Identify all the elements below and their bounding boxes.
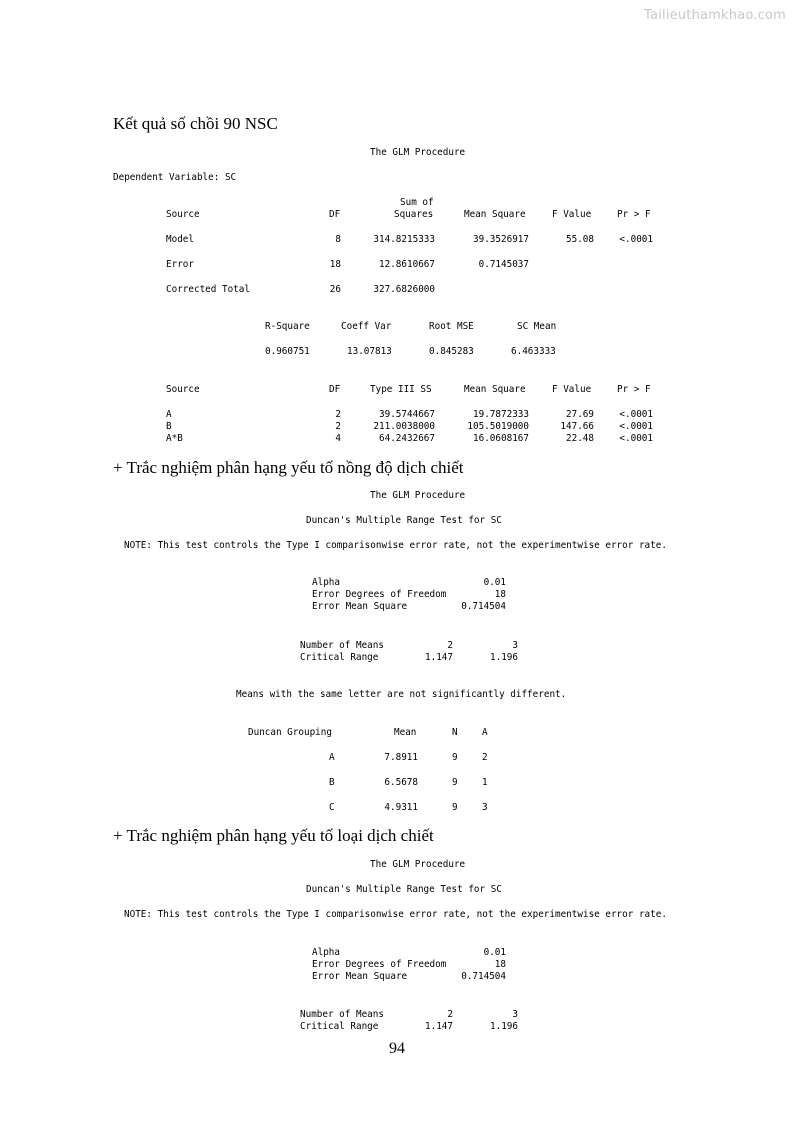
- range-label-means: Number of Means: [300, 640, 384, 651]
- fit-value-cv: 13.07813: [347, 346, 392, 357]
- table-cell: 4: [335, 433, 341, 444]
- table-cell: 1.196: [490, 652, 518, 663]
- table-cell: 7.8911: [384, 752, 418, 763]
- anova-header-p: Pr > F: [617, 209, 651, 220]
- duncan2-note: NOTE: This test controls the Type I comparisonwise error rate, not the experimentwise error rate.: [124, 909, 667, 920]
- table-cell: 64.2432667: [379, 433, 435, 444]
- table-cell: 1.147: [425, 652, 453, 663]
- param-label: Alpha: [312, 577, 340, 588]
- table-cell: 105.5019000: [467, 421, 529, 432]
- table-cell: 2: [447, 1009, 453, 1020]
- table-cell: 1.196: [490, 1021, 518, 1032]
- table-cell: 9: [452, 802, 458, 813]
- table-cell: 2: [482, 752, 488, 763]
- param-label: Error Mean Square: [312, 971, 408, 982]
- table-cell: 19.7872333: [473, 409, 529, 420]
- param-value: 18: [494, 959, 506, 970]
- anova-header-source: Source: [166, 209, 200, 220]
- table-cell: 27.69: [566, 409, 594, 420]
- table-cell: 1.147: [425, 1021, 453, 1032]
- dependent-variable: Dependent Variable: SC: [113, 172, 237, 183]
- table-cell: 147.66: [560, 421, 594, 432]
- type3-header-ms: Mean Square: [464, 384, 526, 395]
- anova-header-ss: Squares: [394, 209, 434, 220]
- fit-header-mean: SC Mean: [517, 321, 557, 332]
- range-label-critical: Critical Range: [300, 652, 379, 663]
- table-cell: 39.3526917: [473, 234, 529, 245]
- param-label: Error Degrees of Freedom: [312, 589, 447, 600]
- section-heading-shoot-count: Kết quả số chồi 90 NSC: [113, 114, 278, 133]
- table-cell: <.0001: [619, 421, 653, 432]
- type3-header-f: F Value: [552, 384, 592, 395]
- param-value: 0.714504: [461, 971, 506, 982]
- anova-header-f: F Value: [552, 209, 592, 220]
- type3-header-df: DF: [329, 384, 341, 395]
- means-note: Means with the same letter are not significantly different.: [236, 689, 567, 700]
- range-label-critical: Critical Range: [300, 1021, 379, 1032]
- table-cell: 2: [447, 640, 453, 651]
- duncan1-note: NOTE: This test controls the Type I comparisonwise error rate, not the experimentwise error rate.: [124, 540, 667, 551]
- table-cell: Error: [166, 259, 194, 270]
- param-label: Error Degrees of Freedom: [312, 959, 447, 970]
- type3-header-p: Pr > F: [617, 384, 651, 395]
- table-cell: 39.5744667: [379, 409, 435, 420]
- ss-header-top: Sum of: [400, 197, 434, 208]
- table-cell: 55.08: [566, 234, 594, 245]
- section-heading-extract-type: + Trắc nghiệm phân hạng yếu tố loại dịch chiết: [113, 826, 434, 845]
- table-cell: 22.48: [566, 433, 594, 444]
- fit-value-mean: 6.463333: [511, 346, 556, 357]
- fit-header-rmse: Root MSE: [429, 321, 474, 332]
- table-cell: 8: [335, 234, 341, 245]
- table-cell: 18: [329, 259, 341, 270]
- table-cell: 16.0608167: [473, 433, 529, 444]
- fit-value-rmse: 0.845283: [429, 346, 474, 357]
- param-value: 0.01: [483, 947, 506, 958]
- table-cell: 1: [482, 777, 488, 788]
- param-label: Alpha: [312, 947, 340, 958]
- table-cell: 211.0038000: [373, 421, 435, 432]
- glm-procedure-title: The GLM Procedure: [370, 147, 466, 158]
- table-cell: 26: [329, 284, 341, 295]
- table-cell: 314.8215333: [373, 234, 435, 245]
- table-cell: <.0001: [619, 234, 653, 245]
- anova-header-df: DF: [329, 209, 341, 220]
- table-cell: Corrected Total: [166, 284, 250, 295]
- table-cell: <.0001: [619, 409, 653, 420]
- table-cell: <.0001: [619, 433, 653, 444]
- fit-header-cv: Coeff Var: [341, 321, 392, 332]
- duncan2-procedure-title: The GLM Procedure: [370, 859, 466, 870]
- table-cell: 3: [512, 1009, 518, 1020]
- anova-header-ms: Mean Square: [464, 209, 526, 220]
- param-value: 18: [494, 589, 506, 600]
- type3-header-ss: Type III SS: [370, 384, 432, 395]
- table-cell: B: [166, 421, 172, 432]
- table-cell: 3: [512, 640, 518, 651]
- table-cell: 327.6826000: [373, 284, 435, 295]
- type3-header-source: Source: [166, 384, 200, 395]
- group-header-factor: A: [482, 727, 488, 738]
- watermark: Tailieuthamkhao.com: [644, 8, 786, 23]
- param-value: 0.714504: [461, 601, 506, 612]
- page-number: 94: [389, 1040, 405, 1057]
- table-cell: A: [329, 752, 335, 763]
- table-cell: Model: [166, 234, 194, 245]
- table-cell: C: [329, 802, 335, 813]
- table-cell: 12.8610667: [379, 259, 435, 270]
- section-heading-concentration: + Trắc nghiệm phân hạng yếu tố nồng độ dịch chiết: [113, 458, 464, 477]
- param-label: Error Mean Square: [312, 601, 408, 612]
- table-cell: 3: [482, 802, 488, 813]
- table-cell: B: [329, 777, 335, 788]
- range-label-means: Number of Means: [300, 1009, 384, 1020]
- table-cell: 4.9311: [384, 802, 418, 813]
- table-cell: 2: [335, 421, 341, 432]
- fit-header-rsq: R-Square: [265, 321, 310, 332]
- table-cell: 0.7145037: [478, 259, 529, 270]
- duncan1-procedure-title: The GLM Procedure: [370, 490, 466, 501]
- table-cell: A*B: [166, 433, 183, 444]
- table-cell: 2: [335, 409, 341, 420]
- fit-value-rsq: 0.960751: [265, 346, 310, 357]
- table-cell: A: [166, 409, 172, 420]
- table-cell: 6.5678: [384, 777, 418, 788]
- duncan2-test-title: Duncan's Multiple Range Test for SC: [306, 884, 502, 895]
- group-header-n: N: [452, 727, 458, 738]
- group-header-grouping: Duncan Grouping: [248, 727, 332, 738]
- group-header-mean: Mean: [394, 727, 417, 738]
- duncan1-test-title: Duncan's Multiple Range Test for SC: [306, 515, 502, 526]
- table-cell: 9: [452, 752, 458, 763]
- param-value: 0.01: [483, 577, 506, 588]
- table-cell: 9: [452, 777, 458, 788]
